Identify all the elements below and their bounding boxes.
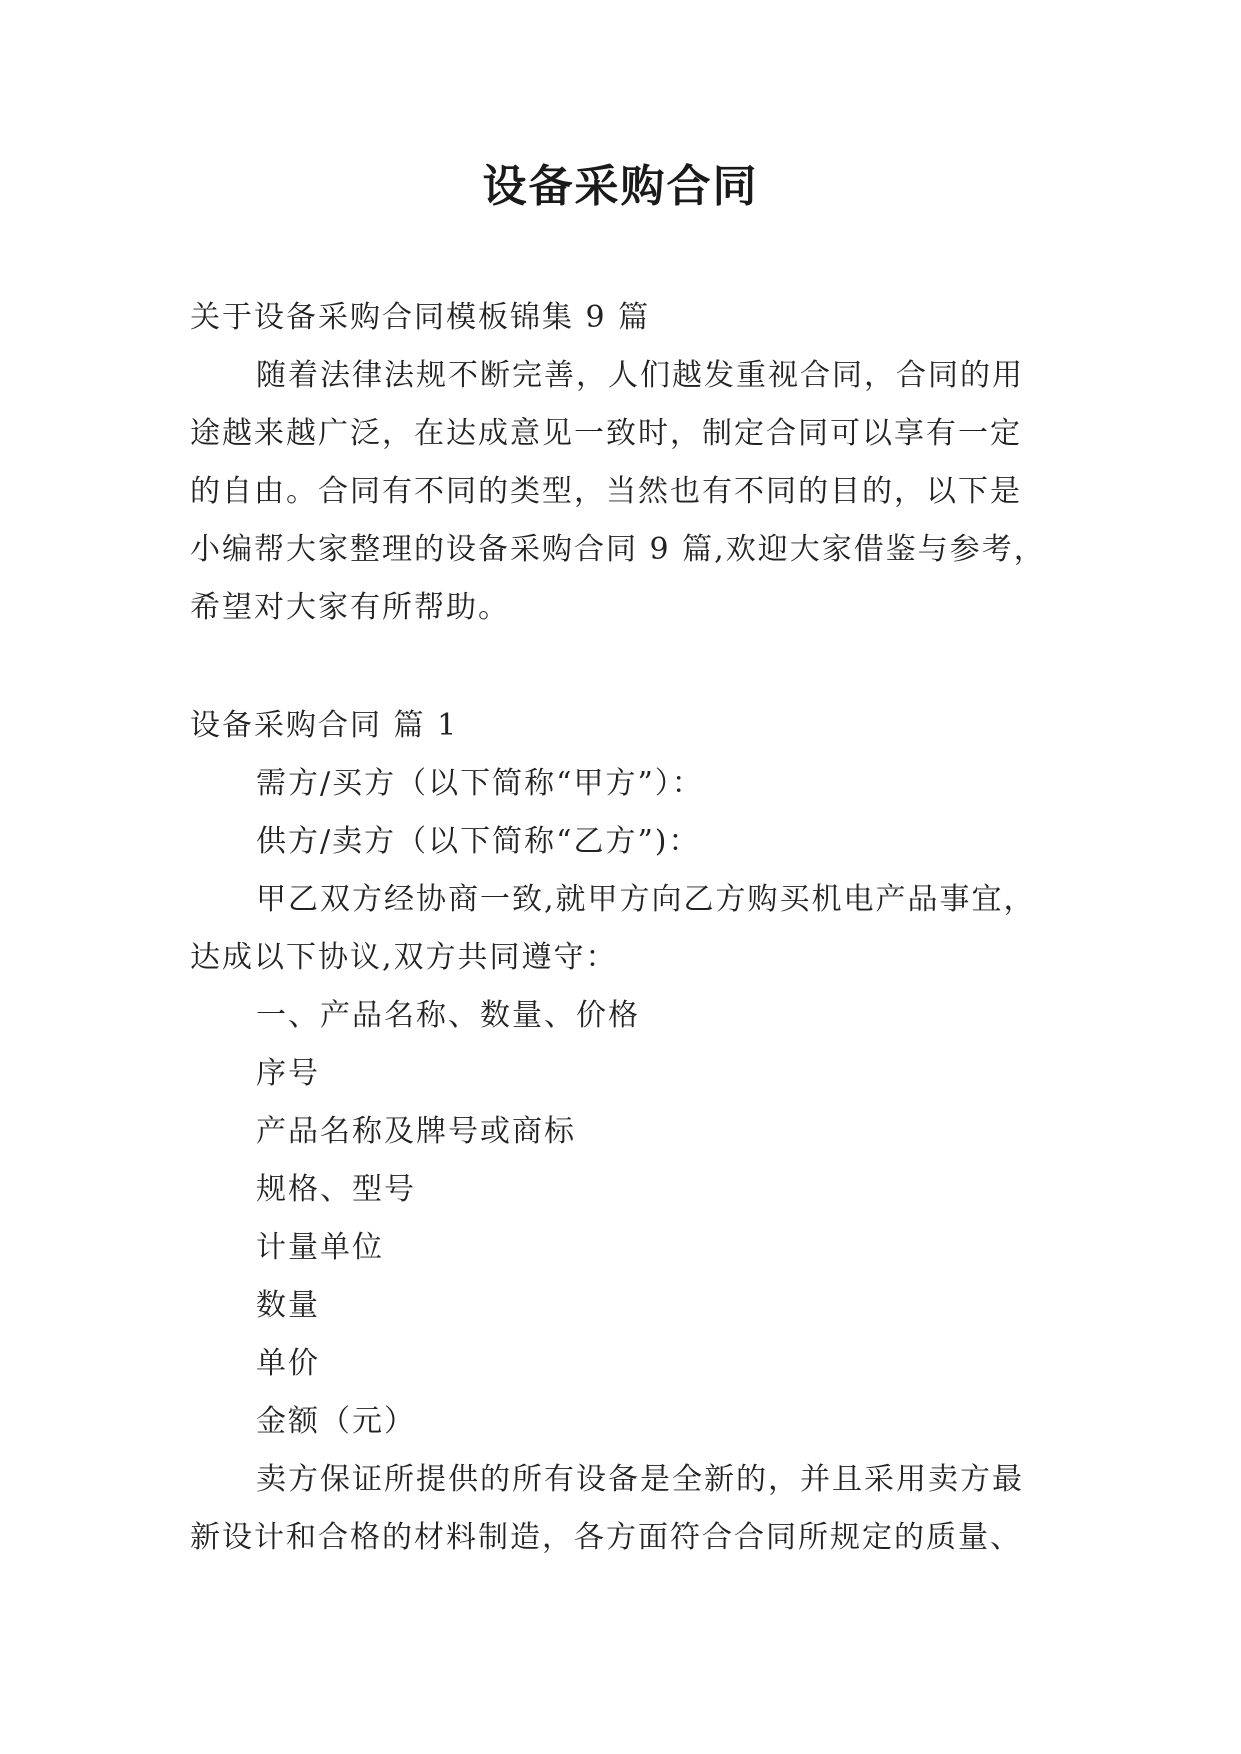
document-subtitle: 关于设备采购合同模板锦集 9 篇 <box>190 300 651 335</box>
warranty-line: 新设计和合格的材料制造，各方面符合合同所规定的质量、 <box>190 1520 1022 1555</box>
field-label: 数量 <box>256 1288 320 1323</box>
field-label: 计量单位 <box>256 1230 384 1265</box>
intro-line: 途越来越广泛，在达成意见一致时，制定合同可以享有一定 <box>190 416 1022 451</box>
intro-line: 随着法律法规不断完善，人们越发重视合同，合同的用 <box>256 358 1024 393</box>
document-title: 设备采购合同 <box>482 161 759 212</box>
agreement-line: 达成以下协议,双方共同遵守： <box>190 940 618 975</box>
field-label: 单价 <box>256 1346 320 1381</box>
warranty-line: 卖方保证所提供的所有设备是全新的，并且采用卖方最 <box>256 1462 1024 1497</box>
seller-line: 供方/卖方（以下简称“乙方”)： <box>256 824 701 859</box>
field-label: 产品名称及牌号或商标 <box>256 1114 576 1149</box>
intro-line: 的自由。合同有不同的类型，当然也有不同的目的，以下是 <box>190 474 1022 509</box>
section-heading: 设备采购合同 篇 1 <box>190 708 459 743</box>
buyer-line: 需方/买方（以下简称“甲方”）： <box>256 766 704 801</box>
field-label: 序号 <box>256 1056 320 1091</box>
intro-line: 小编帮大家整理的设备采购合同 9 篇,欢迎大家借鉴与参考， <box>190 532 1046 567</box>
intro-line: 希望对大家有所帮助。 <box>190 590 510 625</box>
field-label: 金额（元） <box>256 1404 416 1439</box>
clause-heading: 一、产品名称、数量、价格 <box>256 998 640 1033</box>
field-label: 规格、型号 <box>256 1172 416 1207</box>
agreement-line: 甲乙双方经协商一致,就甲方向乙方购买机电产品事宜， <box>256 882 1036 917</box>
